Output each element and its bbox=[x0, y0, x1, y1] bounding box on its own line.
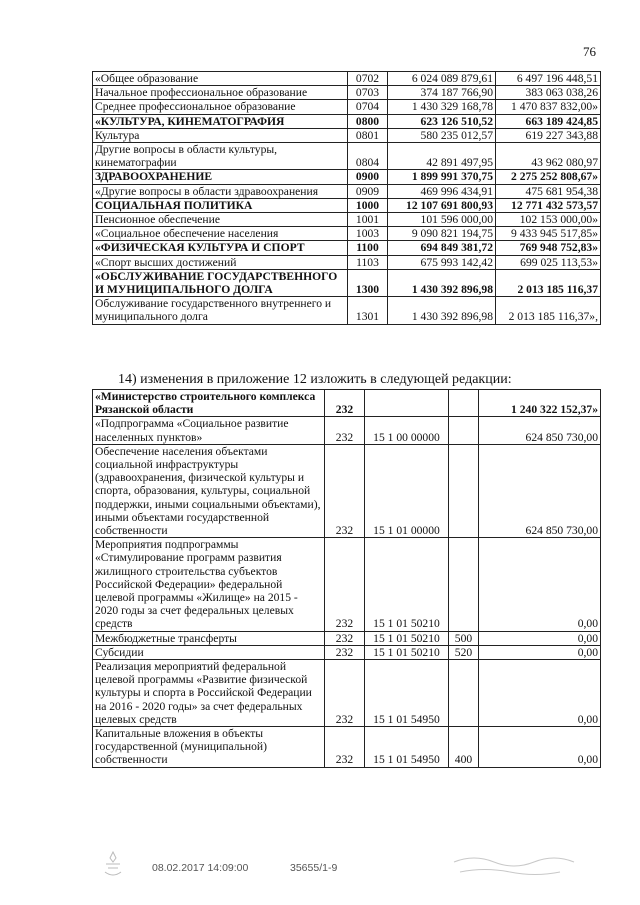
table-row bbox=[93, 72, 601, 86]
amount-year-2: 102 153 000,00» bbox=[496, 213, 601, 227]
item-name: «Министерство строительного комплекса Рязанской области bbox=[93, 390, 325, 417]
section-code: 0900 bbox=[348, 170, 388, 184]
amount: 0,00 bbox=[479, 660, 601, 727]
table-row bbox=[93, 297, 601, 324]
target-article-code: 15 1 01 54950 bbox=[365, 727, 449, 768]
target-article-code: 15 1 01 50210 bbox=[365, 538, 449, 631]
section-code: 1300 bbox=[348, 269, 388, 296]
amount: 0,00 bbox=[479, 645, 601, 659]
target-article-code bbox=[365, 390, 449, 417]
table-row bbox=[93, 538, 601, 631]
amount-year-1: 675 993 142,42 bbox=[388, 255, 496, 269]
amount-year-1: 9 090 821 194,75 bbox=[388, 227, 496, 241]
section-name: Среднее профессиональное образование bbox=[93, 100, 348, 114]
amount-year-2: 2 013 185 116,37», bbox=[496, 297, 601, 324]
amount-year-1: 580 235 012,57 bbox=[388, 128, 496, 142]
department-code: 232 bbox=[325, 727, 365, 768]
section-name: Пенсионное обеспечение bbox=[93, 213, 348, 227]
section-name: СОЦИАЛЬНАЯ ПОЛИТИКА bbox=[93, 198, 348, 212]
section-name: ЗДРАВООХРАНЕНИЕ bbox=[93, 170, 348, 184]
section-code: 0801 bbox=[348, 128, 388, 142]
amount-year-2: 383 063 038,26 bbox=[496, 86, 601, 100]
target-article-code: 15 1 01 50210 bbox=[365, 645, 449, 659]
expense-type-code bbox=[449, 538, 479, 631]
budget-sections-table bbox=[92, 71, 601, 325]
amount-year-2: 2 275 252 808,67» bbox=[496, 170, 601, 184]
item-name: Капитальные вложения в объекты государственной (муниципальной) собственности bbox=[93, 727, 325, 768]
table-row bbox=[93, 86, 601, 100]
amount-year-1: 694 849 381,72 bbox=[388, 241, 496, 255]
department-code: 232 bbox=[325, 631, 365, 645]
section-name: «ОБСЛУЖИВАНИЕ ГОСУДАРСТВЕННОГО И МУНИЦИПАЛЬНОГО ДОЛГА bbox=[93, 269, 348, 296]
section-name: Начальное профессиональное образование bbox=[93, 86, 348, 100]
amount-year-1: 1 899 991 370,75 bbox=[388, 170, 496, 184]
table-row bbox=[93, 255, 601, 269]
page-number: 76 bbox=[583, 44, 596, 59]
section-code: 0804 bbox=[348, 143, 388, 170]
item-name: Обеспечение населения объектами социальной инфраструктуры (здравоохранения, физической культуры и спорта, образования, культуры, социальной поддержки, иными социальными объектами), иными объектами государственной собственности bbox=[93, 444, 325, 537]
section-name: «ФИЗИЧЕСКАЯ КУЛЬТУРА И СПОРТ bbox=[93, 241, 348, 255]
section-code: 1100 bbox=[348, 241, 388, 255]
item-name: «Подпрограмма «Социальное развитие населенных пунктов» bbox=[93, 417, 325, 444]
amount: 624 850 730,00 bbox=[479, 417, 601, 444]
table-row bbox=[93, 269, 601, 296]
expense-type-code: 520 bbox=[449, 645, 479, 659]
target-article-code: 15 1 01 00000 bbox=[365, 444, 449, 537]
amount-year-1: 1 430 392 896,98 bbox=[388, 269, 496, 296]
amount-year-1: 101 596 000,00 bbox=[388, 213, 496, 227]
expense-type-code bbox=[449, 444, 479, 537]
table-row bbox=[93, 417, 601, 444]
footer-doc-id: 35655/1-9 bbox=[290, 862, 338, 874]
department-code: 232 bbox=[325, 660, 365, 727]
signature-stamp-icon bbox=[450, 852, 580, 880]
amount-year-2: 12 771 432 573,57 bbox=[496, 198, 601, 212]
amount-year-1: 6 024 089 879,61 bbox=[388, 72, 496, 86]
expense-type-code bbox=[449, 660, 479, 727]
table-row bbox=[93, 444, 601, 537]
item-name: Межбюджетные трансферты bbox=[93, 631, 325, 645]
section-code: 1301 bbox=[348, 297, 388, 324]
department-code: 232 bbox=[325, 645, 365, 659]
amount-year-2: 663 189 424,85 bbox=[496, 114, 601, 128]
amount-year-1: 469 996 434,91 bbox=[388, 184, 496, 198]
amount-year-2: 6 497 196 448,51 bbox=[496, 72, 601, 86]
amount: 1 240 322 152,37» bbox=[479, 390, 601, 417]
amount-year-1: 374 187 766,90 bbox=[388, 86, 496, 100]
footer-date: 08.02.2017 14:09:00 bbox=[152, 862, 249, 874]
section-code: 0704 bbox=[348, 100, 388, 114]
expense-type-code: 500 bbox=[449, 631, 479, 645]
department-code: 232 bbox=[325, 538, 365, 631]
table-row bbox=[93, 114, 601, 128]
table-row bbox=[93, 198, 601, 212]
amount: 624 850 730,00 bbox=[479, 444, 601, 537]
expense-type-code bbox=[449, 390, 479, 417]
amount: 0,00 bbox=[479, 538, 601, 631]
amount-year-1: 12 107 691 800,93 bbox=[388, 198, 496, 212]
amount-year-2: 699 025 113,53» bbox=[496, 255, 601, 269]
section-name: Другие вопросы в области культуры, кинематографии bbox=[93, 143, 348, 170]
section-code: 1000 bbox=[348, 198, 388, 212]
target-article-code: 15 1 00 00000 bbox=[365, 417, 449, 444]
table-row bbox=[93, 727, 601, 768]
amount: 0,00 bbox=[479, 631, 601, 645]
table-row bbox=[93, 227, 601, 241]
target-article-code: 15 1 01 50210 bbox=[365, 631, 449, 645]
item-name: Субсидии bbox=[93, 645, 325, 659]
section-code: 0800 bbox=[348, 114, 388, 128]
table-row bbox=[93, 213, 601, 227]
section-code: 1103 bbox=[348, 255, 388, 269]
department-code: 232 bbox=[325, 417, 365, 444]
table-row bbox=[93, 390, 601, 417]
amount-year-2: 1 470 837 832,00» bbox=[496, 100, 601, 114]
amount-year-2: 769 948 752,83» bbox=[496, 241, 601, 255]
amount-year-2: 475 681 954,38 bbox=[496, 184, 601, 198]
section-name: «Социальное обеспечение населения bbox=[93, 227, 348, 241]
department-code: 232 bbox=[325, 444, 365, 537]
table-row bbox=[93, 170, 601, 184]
table-row bbox=[93, 645, 601, 659]
section-name: «КУЛЬТУРА, КИНЕМАТОГРАФИЯ bbox=[93, 114, 348, 128]
amount-year-2: 619 227 343,88 bbox=[496, 128, 601, 142]
item-name: Мероприятия подпрограммы «Стимулирование программ развития жилищного строительства субъектов Российской Федерации» федеральной целевой программы «Жилище» на 2015 - 2020 годы за счет федеральных целевых средств bbox=[93, 538, 325, 631]
amount: 0,00 bbox=[479, 727, 601, 768]
item-name: Реализация мероприятий федеральной целевой программы «Развитие физической культуры и спорта в Российской Федерации на 2016 - 2020 годы» за счет федеральных целевых средств bbox=[93, 660, 325, 727]
amount-year-2: 2 013 185 116,37 bbox=[496, 269, 601, 296]
table-row bbox=[93, 631, 601, 645]
amount-year-1: 1 430 392 896,98 bbox=[388, 297, 496, 324]
section-name: Обслуживание государственного внутреннего и муниципального долга bbox=[93, 297, 348, 324]
section-code: 0909 bbox=[348, 184, 388, 198]
table-row bbox=[93, 241, 601, 255]
section-code: 0703 bbox=[348, 86, 388, 100]
target-article-code: 15 1 01 54950 bbox=[365, 660, 449, 727]
amendment-intro-line: 14) изменения в приложение 12 изложить в следующей редакции: bbox=[118, 372, 512, 387]
table-row bbox=[93, 184, 601, 198]
amount-year-1: 1 430 329 168,78 bbox=[388, 100, 496, 114]
section-name: «Другие вопросы в области здравоохранения bbox=[93, 184, 348, 198]
amount-year-1: 623 126 510,52 bbox=[388, 114, 496, 128]
ministry-expenses-table bbox=[92, 389, 601, 768]
table-row bbox=[93, 143, 601, 170]
amount-year-1: 42 891 497,95 bbox=[388, 143, 496, 170]
table-row bbox=[93, 100, 601, 114]
section-name: Культура bbox=[93, 128, 348, 142]
amount-year-2: 9 433 945 517,85» bbox=[496, 227, 601, 241]
amount-year-2: 43 962 080,97 bbox=[496, 143, 601, 170]
section-code: 1001 bbox=[348, 213, 388, 227]
section-name: «Спорт высших достижений bbox=[93, 255, 348, 269]
section-name: «Общее образование bbox=[93, 72, 348, 86]
table-row bbox=[93, 128, 601, 142]
stamp-icon bbox=[100, 850, 126, 880]
section-code: 1003 bbox=[348, 227, 388, 241]
section-code: 0702 bbox=[348, 72, 388, 86]
expense-type-code: 400 bbox=[449, 727, 479, 768]
department-code: 232 bbox=[325, 390, 365, 417]
expense-type-code bbox=[449, 417, 479, 444]
table-row bbox=[93, 660, 601, 727]
